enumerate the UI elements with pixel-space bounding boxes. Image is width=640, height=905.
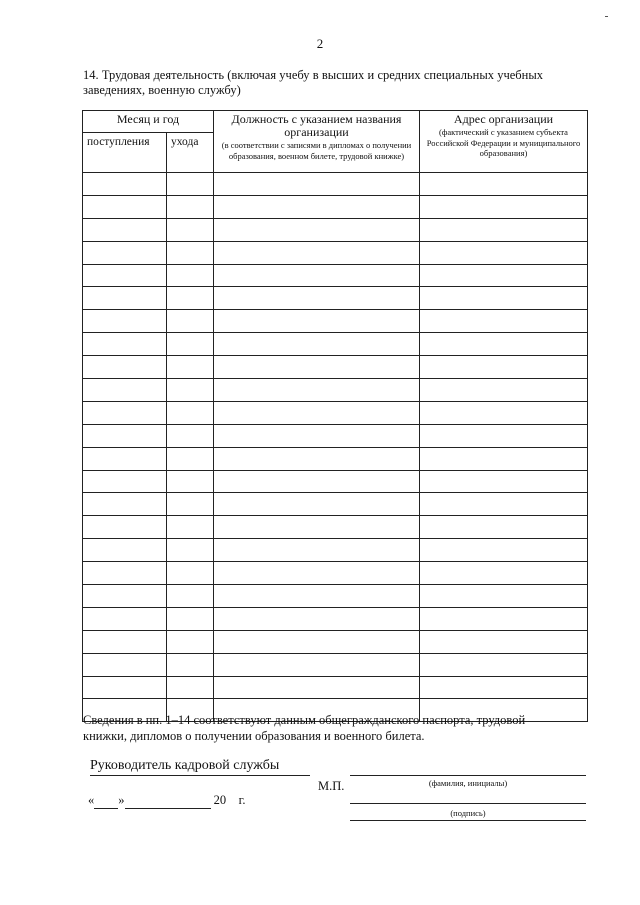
position-cell[interactable] [214,516,420,539]
table-row [83,470,588,493]
address-cell[interactable] [420,264,588,287]
section-title: 14. Трудовая деятельность (включая учебу в высших и средних специальных учебных заведениях, военную службу) [83,68,543,97]
address-cell[interactable] [420,539,588,562]
header-entry: поступления [83,133,167,173]
entry-cell[interactable] [83,470,167,493]
entry-cell[interactable] [83,241,167,264]
position-cell[interactable] [214,447,420,470]
name-line[interactable] [350,775,586,776]
exit-cell[interactable] [167,218,214,241]
address-cell[interactable] [420,379,588,402]
table-row [83,653,588,676]
entry-cell[interactable] [83,562,167,585]
position-cell[interactable] [214,401,420,424]
entry-cell[interactable] [83,287,167,310]
date-close-quote: » [118,793,125,807]
position-cell[interactable] [214,424,420,447]
entry-cell[interactable] [83,379,167,402]
table-row [83,356,588,379]
entry-cell[interactable] [83,607,167,630]
exit-cell[interactable] [167,173,214,196]
address-cell[interactable] [420,241,588,264]
exit-cell[interactable] [167,585,214,608]
exit-cell[interactable] [167,493,214,516]
table-row [83,539,588,562]
position-cell[interactable] [214,195,420,218]
position-cell[interactable] [214,218,420,241]
signature-line[interactable] [350,820,586,821]
address-cell[interactable] [420,401,588,424]
entry-cell[interactable] [83,585,167,608]
position-cell[interactable] [214,264,420,287]
footer-note: Сведения в пп. 1–14 соответствуют данным общегражданского паспорта, трудовой книжки, дипломов о получении образования и военного билета. [83,713,526,743]
table-row [83,424,588,447]
entry-cell[interactable] [83,630,167,653]
date-month-blank[interactable] [125,793,211,809]
table-row [83,676,588,699]
exit-cell[interactable] [167,379,214,402]
exit-cell[interactable] [167,310,214,333]
address-cell[interactable] [420,653,588,676]
exit-cell[interactable] [167,607,214,630]
header-position-title: Должность с указанием названия организации [231,112,402,139]
header-position [214,111,420,173]
position-cell[interactable] [214,379,420,402]
entry-cell[interactable] [83,493,167,516]
corner-mark [605,16,608,17]
date-year-prefix: 20 [213,793,227,807]
address-cell[interactable] [420,607,588,630]
entry-cell[interactable] [83,447,167,470]
stamp-label: М.П. [318,779,345,793]
exit-cell[interactable] [167,401,214,424]
hr-head-title: Руководитель кадровой службы [90,758,310,776]
address-cell[interactable] [420,493,588,516]
position-cell[interactable] [214,173,420,196]
position-cell[interactable] [214,607,420,630]
table-row [83,607,588,630]
entry-cell[interactable] [83,195,167,218]
header-position-note: (в соответствии с записями в дипломах о получении образования, военном билете, трудовой книжке) [221,140,412,161]
address-cell[interactable] [420,470,588,493]
exit-cell[interactable] [167,447,214,470]
header-address-title: Адрес организации [453,112,554,126]
exit-cell[interactable] [167,676,214,699]
position-cell[interactable] [214,310,420,333]
position-cell[interactable] [214,333,420,356]
table-row [83,241,588,264]
table-row [83,264,588,287]
table-row [83,287,588,310]
exit-cell[interactable] [167,356,214,379]
position-cell[interactable] [214,356,420,379]
exit-cell[interactable] [167,241,214,264]
position-cell[interactable] [214,562,420,585]
table-row [83,310,588,333]
table-row [83,401,588,424]
table-body [83,173,588,722]
entry-cell[interactable] [83,653,167,676]
entry-cell[interactable] [83,333,167,356]
header-exit: ухода [167,133,214,173]
entry-cell[interactable] [83,516,167,539]
exit-cell[interactable] [167,653,214,676]
table-row [83,493,588,516]
position-cell[interactable] [214,653,420,676]
position-cell[interactable] [214,287,420,310]
address-cell[interactable] [420,447,588,470]
date-year-suffix: г. [238,793,246,807]
date-field[interactable] [88,793,245,809]
address-cell[interactable] [420,676,588,699]
table-row [83,379,588,402]
table-row [83,195,588,218]
exit-cell[interactable] [167,516,214,539]
header-address-note: (фактический с указанием субъекта Российской Федерации и муниципального образования) [426,127,581,158]
exit-cell[interactable] [167,333,214,356]
exit-cell[interactable] [167,562,214,585]
entry-cell[interactable] [83,539,167,562]
address-cell[interactable] [420,424,588,447]
table-row [83,218,588,241]
entry-cell[interactable] [83,676,167,699]
exit-cell[interactable] [167,195,214,218]
address-cell[interactable] [420,173,588,196]
address-cell[interactable] [420,333,588,356]
table-row [83,516,588,539]
header-month-year: Месяц и год [83,111,214,133]
position-cell[interactable] [214,630,420,653]
exit-cell[interactable] [167,287,214,310]
address-cell[interactable] [420,516,588,539]
address-cell[interactable] [420,356,588,379]
position-cell[interactable] [214,585,420,608]
date-open-quote: « [88,793,95,807]
position-cell[interactable] [214,241,420,264]
position-cell[interactable] [214,470,420,493]
name-caption: (фамилия, инициалы) [428,778,508,788]
entry-cell[interactable] [83,264,167,287]
signature-line-top[interactable] [350,803,586,804]
position-cell[interactable] [214,493,420,516]
table-row [83,173,588,196]
exit-cell[interactable] [167,539,214,562]
position-cell[interactable] [214,539,420,562]
entry-cell[interactable] [83,401,167,424]
address-cell[interactable] [420,585,588,608]
table-row [83,333,588,356]
entry-cell[interactable] [83,310,167,333]
header-address [420,111,588,173]
exit-cell[interactable] [167,424,214,447]
address-cell[interactable] [420,630,588,653]
table-row [83,447,588,470]
entry-cell[interactable] [83,424,167,447]
table-row [83,562,588,585]
address-cell[interactable] [420,310,588,333]
work-history-table [82,110,588,722]
position-cell[interactable] [214,676,420,699]
entry-cell[interactable] [83,173,167,196]
address-cell[interactable] [420,218,588,241]
signature-caption: (подпись) [450,808,486,818]
table-row [83,630,588,653]
table-row [83,585,588,608]
exit-cell[interactable] [167,630,214,653]
address-cell[interactable] [420,195,588,218]
address-cell[interactable] [420,562,588,585]
exit-cell[interactable] [167,264,214,287]
address-cell[interactable] [420,287,588,310]
entry-cell[interactable] [83,218,167,241]
entry-cell[interactable] [83,356,167,379]
page-number: 2 [316,36,324,51]
exit-cell[interactable] [167,470,214,493]
date-day-blank[interactable] [94,793,118,809]
